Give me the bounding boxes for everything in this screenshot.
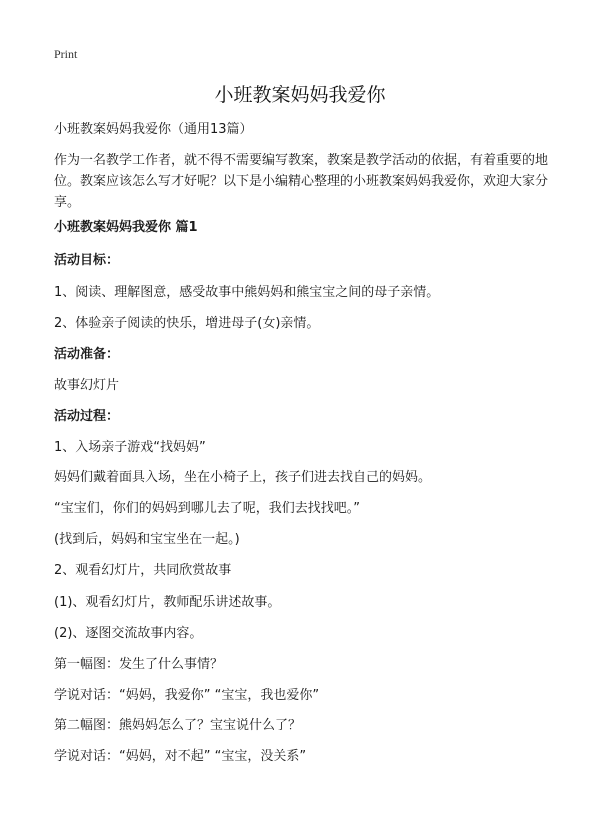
goals-heading: 活动目标： [54, 253, 120, 268]
step-2: 2、观看幻灯片，共同欣赏故事 [54, 563, 232, 578]
step-1-note: (找到后，妈妈和宝宝坐在一起。) [54, 532, 240, 547]
goal-item-2: 2、体验亲子阅读的快乐，增进母子(女)亲情。 [54, 316, 320, 331]
section-heading: 小班教案妈妈我爱你 篇1 [54, 220, 198, 235]
process-heading: 活动过程： [54, 409, 120, 424]
step-1: 1、入场亲子游戏“找妈妈” [54, 440, 206, 455]
page-title: 小班教案妈妈我爱你 [214, 84, 386, 106]
step-1-description: 妈妈们戴着面具入场，坐在小椅子上，孩子们进去找自己的妈妈。 [54, 470, 432, 485]
goal-item-1: 1、阅读、理解图意，感受故事中熊妈妈和熊宝宝之间的母子亲情。 [54, 285, 440, 300]
step-2-b: (2)、逐图交流故事内容。 [54, 626, 203, 641]
image-1-dialog: 学说对话：“妈妈，我爱你” “宝宝，我也爱你” [54, 688, 320, 703]
print-label[interactable]: Print [54, 47, 78, 61]
image-2-question: 第二幅图：熊妈妈怎么了？宝宝说什么了？ [54, 718, 302, 733]
prep-item: 故事幻灯片 [54, 378, 120, 393]
image-2-dialog: 学说对话：“妈妈，对不起” “宝宝，没关系” [54, 749, 307, 764]
subtitle: 小班教案妈妈我爱你（通用13篇） [54, 122, 253, 137]
image-1-question: 第一幅图：发生了什么事情？ [54, 657, 224, 672]
intro-paragraph: 作为一名教学工作者，就不得不需要编写教案，教案是教学活动的依据，有着重要的地位。教案应该怎么写才好呢？以下是小编精心整理的小班教案妈妈我爱你，欢迎大家分享。 [54, 153, 549, 210]
step-2-a: (1)、观看幻灯片，教师配乐讲述故事。 [54, 595, 281, 610]
prep-heading: 活动准备： [54, 347, 120, 362]
step-1-quote: “宝宝们，你们的妈妈到哪儿去了呢，我们去找找吧。” [54, 501, 360, 516]
